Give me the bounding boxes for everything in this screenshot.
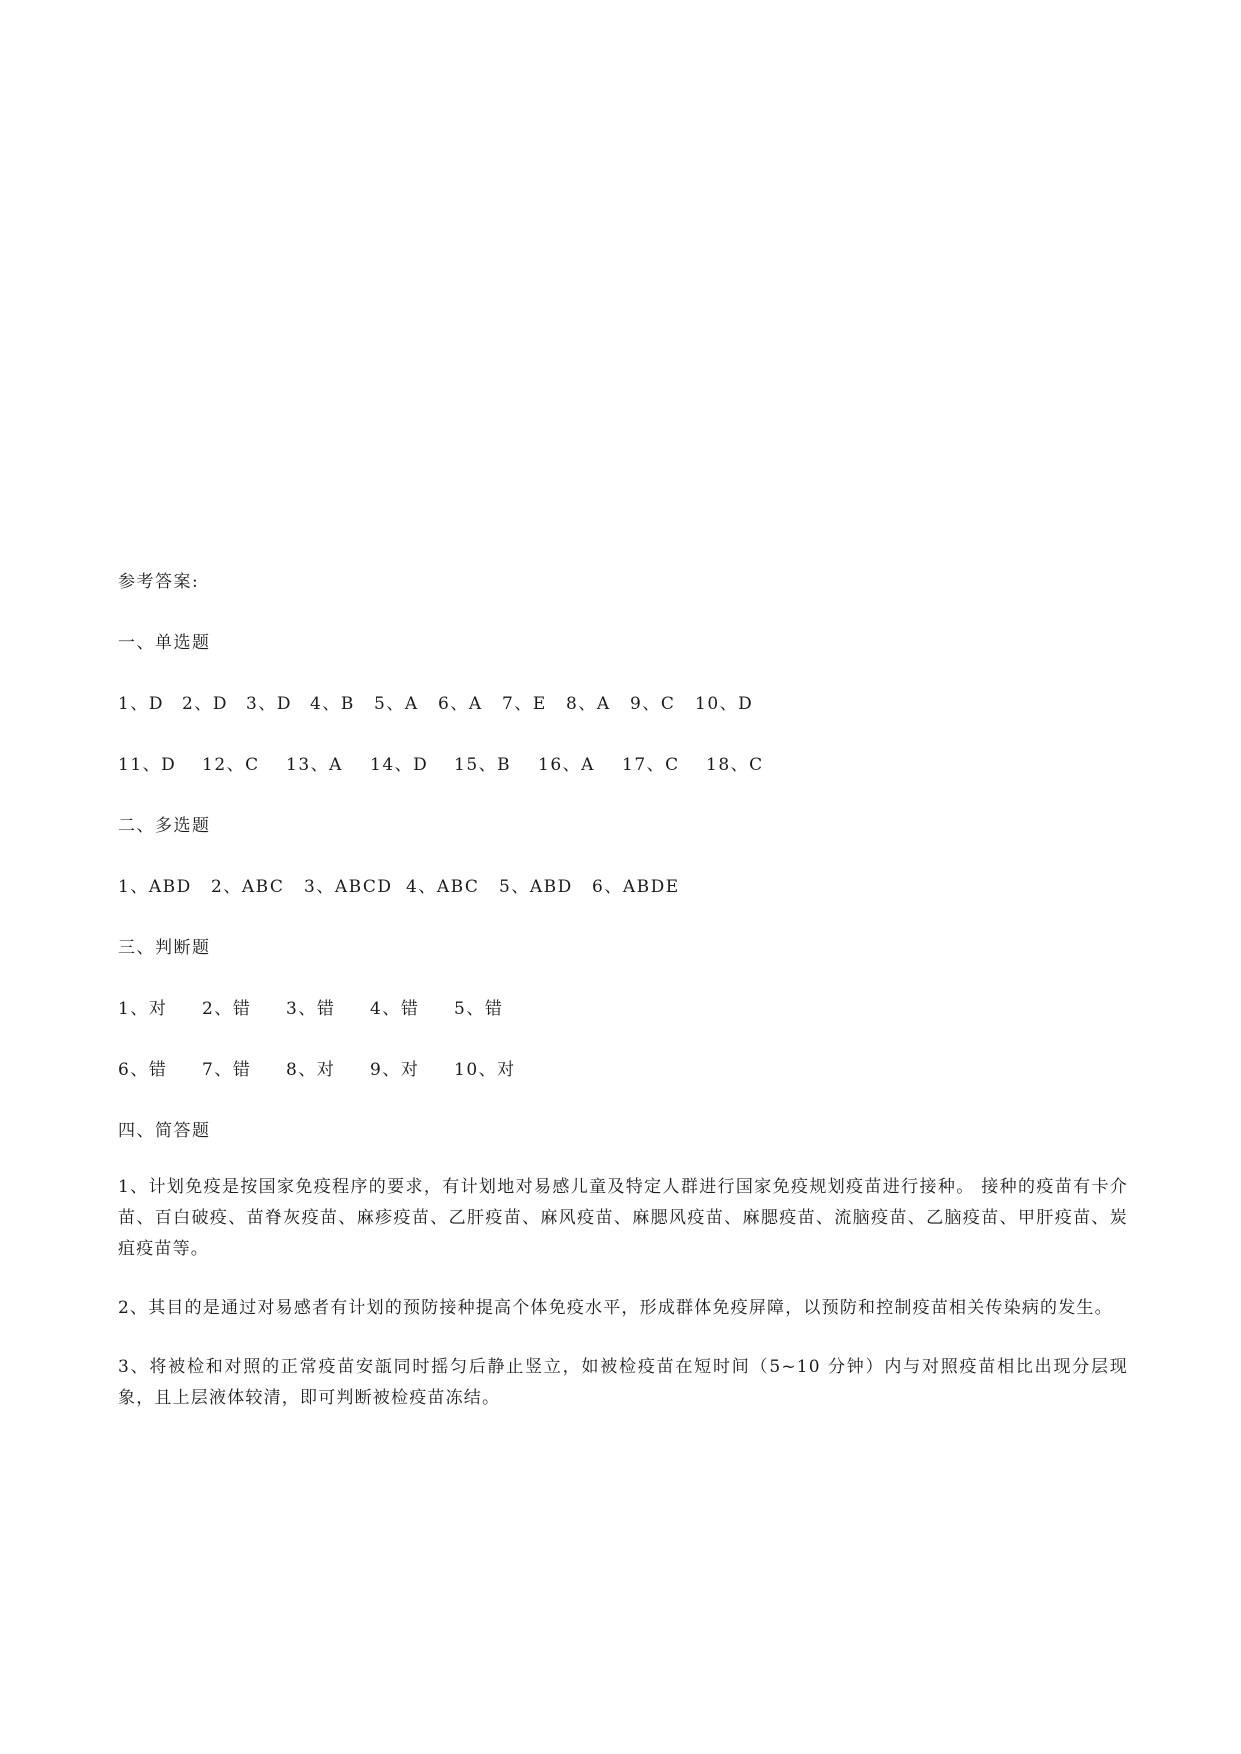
true-false-heading: 三、判断题 bbox=[118, 938, 211, 958]
answer-item: 6、错 bbox=[118, 1060, 168, 1080]
true-false-row-1 bbox=[118, 989, 1128, 1029]
answer-item: 8、对 bbox=[286, 1060, 336, 1080]
answer-item: 7、错 bbox=[202, 1060, 252, 1080]
answer-item: 5、错 bbox=[454, 999, 504, 1019]
answer-item: 10、对 bbox=[454, 1060, 516, 1080]
answer-item: 2、D bbox=[182, 694, 228, 714]
answer-item: 4、B bbox=[310, 694, 355, 714]
answer-item: 9、C bbox=[630, 694, 676, 714]
answer-item: 13、A bbox=[286, 755, 343, 775]
answer-item: 15、B bbox=[454, 755, 512, 775]
single-choice-row-1 bbox=[118, 684, 1128, 724]
short-answer-3: 3、将被检和对照的正常疫苗安瓿同时摇匀后静止竖立，如被检疫苗在短时间（5~10 分钟）内与对照疫苗相比出现分层现象，且上层液体较清，即可判断被检疫苗冻结。 bbox=[118, 1357, 1128, 1408]
answer-item: 6、A bbox=[438, 694, 483, 714]
answer-item: 4、ABC bbox=[406, 877, 480, 897]
multi-choice-heading: 二、多选题 bbox=[118, 816, 211, 836]
answer-item: 7、E bbox=[502, 694, 547, 714]
answer-key-title: 参考答案: bbox=[118, 572, 200, 592]
answer-item: 14、D bbox=[370, 755, 429, 775]
answer-item: 3、D bbox=[246, 694, 292, 714]
answer-item: 2、错 bbox=[202, 999, 252, 1019]
answer-item: 1、D bbox=[118, 694, 164, 714]
answer-item: 1、对 bbox=[118, 999, 168, 1019]
answer-item: 6、ABDE bbox=[592, 877, 680, 897]
short-answer-2: 2、其目的是通过对易感者有计划的预防接种提高个体免疫水平，形成群体免疫屏障，以预防和控制疫苗相关传染病的发生。 bbox=[118, 1298, 1113, 1318]
answer-item: 4、错 bbox=[370, 999, 420, 1019]
answer-item: 16、A bbox=[538, 755, 595, 775]
answer-item: 17、C bbox=[622, 755, 680, 775]
answer-item: 3、ABCD bbox=[304, 877, 393, 897]
answer-item: 5、A bbox=[374, 694, 419, 714]
answer-item: 18、C bbox=[706, 755, 764, 775]
answer-item: 5、ABD bbox=[499, 877, 573, 897]
single-choice-heading: 一、单选题 bbox=[118, 633, 211, 653]
answer-item: 3、错 bbox=[286, 999, 336, 1019]
answer-item: 1、ABD bbox=[118, 877, 192, 897]
answer-item: 11、D bbox=[118, 755, 177, 775]
short-answer-1: 1、计划免疫是按国家免疫程序的要求，有计划地对易感儿童及特定人群进行国家免疫规划疫苗进行接种。 接种的疫苗有卡介苗、百白破疫、苗脊灰疫苗、麻疹疫苗、乙肝疫苗、麻风疫苗、麻腮风疫苗、麻腮疫苗、流脑疫苗、乙脑疫苗、甲肝疫苗、炭疽疫苗等。 bbox=[118, 1177, 1128, 1259]
single-choice-row-2 bbox=[118, 745, 1128, 785]
answer-item: 8、A bbox=[566, 694, 611, 714]
true-false-row-2 bbox=[118, 1050, 1128, 1090]
short-answer-heading: 四、简答题 bbox=[118, 1121, 211, 1141]
answer-item: 10、D bbox=[695, 694, 754, 714]
answer-key bbox=[118, 562, 1128, 1442]
answer-item: 9、对 bbox=[370, 1060, 420, 1080]
answer-item: 12、C bbox=[202, 755, 260, 775]
answer-item: 2、ABC bbox=[211, 877, 285, 897]
multi-choice-row-1 bbox=[118, 867, 1128, 907]
